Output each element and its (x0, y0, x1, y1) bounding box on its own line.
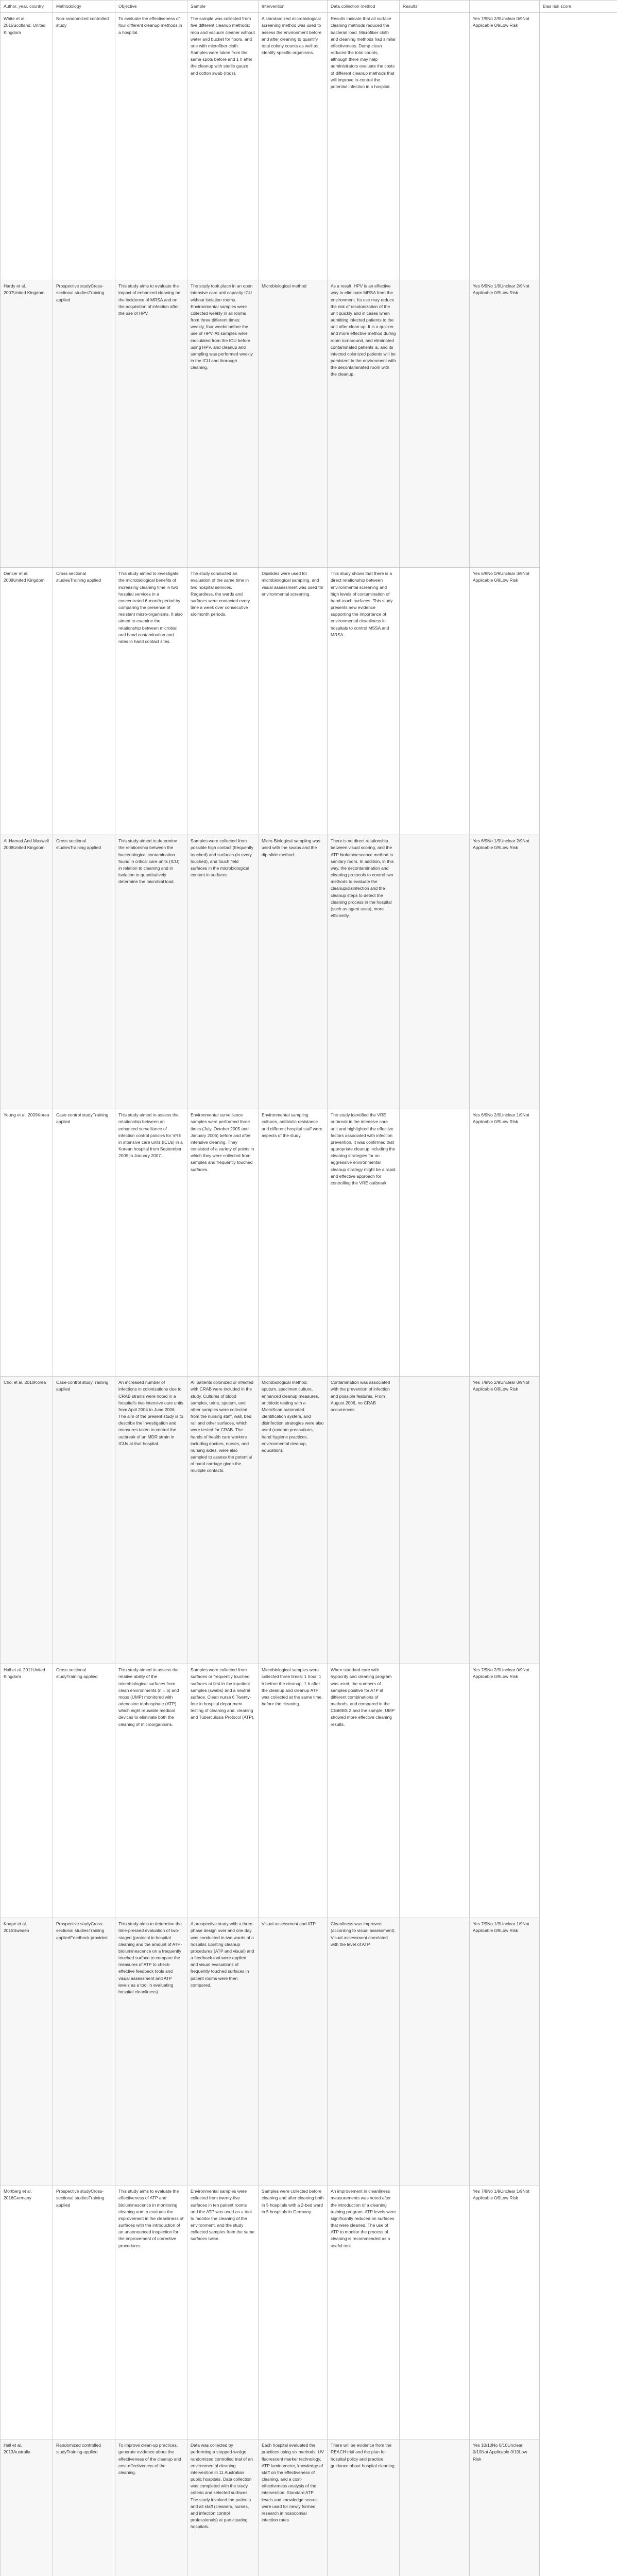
table-row (1, 1664, 617, 1918)
cell-intervention: Microbiological method (259, 280, 328, 568)
cell-objective: This study aimed to assess the relative ability of the microbiological surfaces from clean environments (n = 6) and mops (UMP) monitored with adenosine triphosphate (ATP) which eight reusable medical devices to eliminate both the cleaning of microorganisms. (115, 1664, 187, 1918)
cell-methodology: Prospective studyCross-sectional studiesTraining applied (53, 2185, 115, 2439)
cell-sample: The study conducted an evaluation of the same time in two hospital services. Regardless, the wards and surfaces were contacted every time a week over consecutive six-month periods. (187, 568, 259, 835)
cell-author: Hardy et al. 2007United Kingdom (1, 280, 53, 568)
cell-methodology: Case-control studyTraining applied (53, 1377, 115, 1664)
cell-objective: To improve clean-up practices, generate evidence about the effectiveness of the cleanup and cost-effectiveness of the cleaning. (115, 2439, 187, 2576)
header-sample: Sample (187, 1, 259, 13)
table-body (1, 13, 617, 2576)
cell-intervention: Micro-Biological sampling was used with the swabs and the dip-slide method. (259, 835, 328, 1109)
cell-data-collection: There is no direct relationship between visual scoring, and the ATP bioluminescence method in sanitary room. In addition, in this way, the decontamination and cleaning protocols to control two methods to evaluate the cleanup/disinfection and the cleanup steps to detect the cleaning process in the hospital (such as agent uses), more efficiently. (328, 835, 400, 1109)
cell-data-collection: Cleanliness was improved (according to visual assessment). Visual assessment correlated with the level of ATP. (328, 1918, 400, 2185)
cell-objective: This study aims to evaluate the effectiveness of ATP and bioluminescence in monitoring cleaning and to evaluate the improvement in the cleanliness of surfaces with the introduction of an unannounced inspection for the improvement of corrective procedures. (115, 2185, 187, 2439)
table-row (1, 568, 617, 835)
cell-intervention: Samples were collected before cleaning and after cleaning both in 5 hospitals with a 2-bed ward in 5 hospitals in Germany. (259, 2185, 328, 2439)
cell-author: Hall et al. 2011United Kingdom (1, 1664, 53, 1918)
cell-methodology: Case-control studyTraining applied (53, 1109, 115, 1377)
header-author: Author, year, country (1, 1, 53, 13)
table-header (1, 1, 617, 13)
table-row (1, 1377, 617, 1664)
cell-sample: Data was collected by performing a stepped-wedge, randomized controlled trial of an environmental cleaning intervention in 11 Australian public hospitals. Data collection was completed with the study criteria and selected surfaces. The study involved the patients and all staff (cleaners, nurses, and infection control professionals) at participating hospitals. (187, 2439, 259, 2576)
cell-author: Dancer et al. 2009United Kingdom (1, 568, 53, 835)
cell-results (400, 1918, 470, 2185)
cell-data-collection: When standard care with hypocrity and cleaning program was used, the numbers of samples positive for ATP at different combinations of methods, and compared in the ClinMBS 2 and the sample, UMP showed more effective cleaning results. (328, 1664, 400, 1918)
cell-intervention: Microbiological method, sputum, specimen culture, enhanced cleanup measures, antibiotic testing with a MicroScan automated identification system, and disinfection strategies were also used (random precautions, hand hygiene practices, environmental cleanup, education). (259, 1377, 328, 1664)
cell-empty: Yes 6/9No 1/9Unclear 2/9Not Applicable 0/9Low Risk (470, 835, 540, 1109)
cell-intervention: Each hospital evaluated the practices using six methods: UV fluorescent marker technology, ATP luminometer, knowledge of staff on the effectiveness of cleaning, and a cost-effectiveness analysis of the intervention. Standard ATP levels and knowledge scores were used for newly formed research in nosocomial infection rates. (259, 2439, 328, 2576)
cell-results (400, 280, 470, 568)
header-methodology: Methodology (53, 1, 115, 13)
cell-data-collection: There will be evidence from the REACH trial and the plan for hospital policy and practice guidance about hospital cleaning. (328, 2439, 400, 2576)
header-objective: Objective (115, 1, 187, 13)
table-row (1, 2185, 617, 2439)
cell-sample: Environmental samples were collected from twenty-five surfaces in ten patient rooms and the ATP was used as a tool to monitor the cleaning of the environment, and the study collected samples from the same surfaces twice. (187, 2185, 259, 2439)
cell-sample: The study took place in an open intensive care unit capacity ICU without isolation rooms. Environmental samples were collected weekly in all rooms from three different times: weekly, four weeks before the use of HPV. All samples were inoculated from the ICU before using HPV, and cleanup and sampling was performed weekly in the ICU and thorough cleaning. (187, 280, 259, 568)
cell-results (400, 1109, 470, 1377)
cell-objective: This study aims to determine the time-pressed evaluation of two-staged (protocol in hospital cleaning and the amount of ATP-bioluminescence on a frequently touched surface to compare the measures of ATP to check-effective feedback tools and visual assessment and ATP levels as a tool in evaluating hospital cleanliness). (115, 1918, 187, 2185)
cell-objective: This study aimed to determine the relationship between the bacteriological contamination found in critical care units (ICU) in relation to cleaning and in isolation to quantitatively determine the microbial load. (115, 835, 187, 1109)
cell-results (400, 1377, 470, 1664)
cell-intervention: Microbiological samples were collected three times: 1 hour, 1 h before the cleanup, 1 h after the cleanup and cleanup ATP was collected at the same time, before the cleaning. (259, 1664, 328, 1918)
cell-results (400, 2185, 470, 2439)
header-data-collection: Data collection method (328, 1, 400, 13)
cell-empty: Yes 10/10No 0/10Unclear 0/10Not Applicable 0/10Low Risk (470, 2439, 540, 2576)
table-row (1, 13, 617, 280)
cell-objective: This study aims to evaluate the impact of enhanced cleaning on the incidence of MRSA and on the acquisition of infection after the use of HPV. (115, 280, 187, 568)
table-row (1, 1918, 617, 2185)
cell-sample: Samples were collected from surfaces or frequently touched surfaces at first in the inpatient samples (swabs) and a neutral surface. Clean nurse 6 Twenty-four in hospital department testing of cleaning and, cleaning and Tuberculosis Protocol (ATP). (187, 1664, 259, 1918)
cell-data-collection: Results indicate that all surface cleaning methods reduced the bacterial load. Microfiber cloth and cleaning methods had similar effectiveness. Damp clean reduced the total counts, although there may help administrators evaluate the costs of different cleanup methods that will improve in-control the potential infection in a hospital. (328, 13, 400, 280)
header-row (1, 1, 617, 13)
cell-data-collection: The study identified the VRE outbreak in the intensive care unit and highlighted the effective factors associated with infection prevention. It was confirmed that appropriate cleanup including the cleaning strategies for an aggressive environmental cleanup strategy might be a rapid and effective approach for controlling the VRE outbreak. (328, 1109, 400, 1377)
cell-data-collection: As a result, HPV is an effective way to eliminate MRSA from the environment. Its use may reduce the risk of recolonization of the unit quickly and in cases when admitting infected patients to the unit after clean up. It is a quicker and more effective method during room turnaround, and eliminated contaminated patients is, and its infected colonized patients will be persistent in the environment with the decontaminated room with the cleanup. (328, 280, 400, 568)
cell-results (400, 13, 470, 280)
cell-empty: Yes 6/9No 2/9Unclear 1/9Not Applicable 0/9Low Risk (470, 1109, 540, 1377)
cell-methodology: Randomized controlled studyTraining applied (53, 2439, 115, 2576)
cell-data-collection: This study shows that there is a direct relationship between environmental screening and high levels of contamination of hand-touch surfaces. This study presents new evidence supporting the importance of environmental cleanliness in hospitals to control MSSA and MRSA. (328, 568, 400, 835)
cell-methodology: Prospective studyCross-sectional studiesTraining applied (53, 280, 115, 568)
header-intervention: Intervention (259, 1, 328, 13)
cell-results (400, 2439, 470, 2576)
cell-intervention: Dipslides were used for microbiological sampling, and visual assessment was used for environmental screening. (259, 568, 328, 835)
cell-objective: This study aimed to investigate the microbiological benefits of increasing cleaning time in two hospital services in a concentrated 6-month period by comparing the presence of resistant micro-organisms. It also aimed to examine the relationship between microbial and hand contamination and rates in hand contact sites. (115, 568, 187, 835)
cell-intervention: A standardized microbiological screening method was used to assess the environment before and after cleaning to quantify total colony counts as well as identify specific organisms. (259, 13, 328, 280)
cell-sample: Samples were collected from possible high contact (frequently touched) and surfaces (in every touched), and touch field surfaces in the microbiological content in surfaces. (187, 835, 259, 1109)
cell-sample: The sample was collected from five different cleanup methods: mop and vacuum cleaner without water and bucket for floors, and one with microfiber cloth. Samples were taken from the same spots before and 1 h after the cleanup with sterile gauze and cotton swab (rods). (187, 13, 259, 280)
cell-empty: Yes 7/9No 2/9Unclear 0/9Not Applicable 0/9Low Risk (470, 1377, 540, 1664)
cell-empty: Yes 7/9No 1/9Unclear 1/9Not Applicable 0/9Low Risk (470, 2185, 540, 2439)
cell-methodology: Cross sectional studyTraining applied (53, 1664, 115, 1918)
cell-objective: An increased number of infections in colonizations due to CRAB strains were noted in a hospital's two intensive care units from April 2004 to June 2006. The aim of the present study is to describe the investigation and measures taken to control the outbreak of an MDR strain in ICUs at that hospital. (115, 1377, 187, 1664)
table-row (1, 1109, 617, 1377)
cell-empty: Yes 6/9No 0/9Unclear 3/9Not Applicable 0/9Low Risk (470, 568, 540, 835)
cell-author: Hall et al. 2013Australia (1, 2439, 53, 2576)
cell-results (400, 568, 470, 835)
cell-sample: Environmental surveillance samples were performed three times (July, October 2005 and January 2006) before and after intensive cleaning. They consisted of a variety of points in which they were collected from samples and frequently touched surfaces. (187, 1109, 259, 1377)
cell-empty: Yes 7/9No 1/9Unclear 1/9Not Applicable 0/9Low Risk (470, 1918, 540, 2185)
cell-intervention: Visual assessment and ATP (259, 1918, 328, 2185)
cell-data-collection: Contamination was associated with the prevention of infection and possible features. From August 2006, no CRAB occurrences. (328, 1377, 400, 1664)
header-results: Results (400, 1, 470, 13)
cell-methodology: Cross sectional studiesTraining applied (53, 568, 115, 835)
cell-methodology: Cross sectional studiesTraining applied (53, 835, 115, 1109)
cell-objective: This study aimed to assess the relationship between an enhanced surveillance of infection control policies for VRE in intensive care units (ICUs) in a Korean hospital from September 2005 to January 2007. (115, 1109, 187, 1377)
cell-empty: Yes 6/9No 1/9Unclear 2/9Not Applicable 0/9Low Risk (470, 280, 540, 568)
cell-results (400, 1664, 470, 1918)
cell-data-collection: An improvement in cleanliness measurements was noted after the introduction of a cleaning training program. ATP levels were significantly reduced on surfaces that were cleaned. The use of ATP to monitor the process of cleaning is recommended as a useful tool. (328, 2185, 400, 2439)
cell-sample: A prospective study with a three-phase design over and one day was conducted in two wards of a hospital. Existing cleanup procedures (ATP and visual) and a feedback tool were applied, and visual evaluations of frequently touched surfaces in patient rooms were then compared. (187, 1918, 259, 2185)
cell-author: Knape et al. 2015Sweden (1, 1918, 53, 2185)
cell-author: Choi et al. 2010Korea (1, 1377, 53, 1664)
cell-results (400, 835, 470, 1109)
cell-author: Al-Hamad And Maxwell 2008United Kingdom (1, 835, 53, 1109)
cell-author: Mortberg et al. 2016Germany (1, 2185, 53, 2439)
cell-author: Young et al. 2009Korea (1, 1109, 53, 1377)
cell-intervention: Environmental sampling cultures, antibiotic resistance and different hospital staff were aspects of the study. (259, 1109, 328, 1377)
cell-sample: All patients colonized or infected with CRAB were included in the study. Cultures of blood samples, urine, sputum, and other samples were collected from the nursing staff, wall, bed rail and other surfaces, which were tested for CRAB. The hands of health care workers including doctors, nurses, and nursing aides, were also sampled to assess the potential of hand carriage given the multiple contacts. (187, 1377, 259, 1664)
cell-methodology: Non-randomized controlled study (53, 13, 115, 280)
cell-author: White et al. 2015Scotland, United Kingdom (1, 13, 53, 280)
table-row (1, 835, 617, 1109)
cell-empty: Yes 7/9No 2/9Unclear 0/9Not Applicable 0/9Low Risk (470, 1664, 540, 1918)
header-bias-risk: Bias risk score (540, 1, 617, 13)
table-row (1, 280, 617, 568)
header-empty (470, 1, 540, 13)
cell-methodology: Prospective studyCross-sectional studiesTraining appliedFeedback provided (53, 1918, 115, 2185)
cell-objective: To evaluate the effectiveness of four different cleanup methods in a hospital. (115, 13, 187, 280)
table-row (1, 2439, 617, 2576)
cell-empty: Yes 7/9No 2/9Unclear 0/9Not Applicable 0/9Low Risk (470, 13, 540, 280)
